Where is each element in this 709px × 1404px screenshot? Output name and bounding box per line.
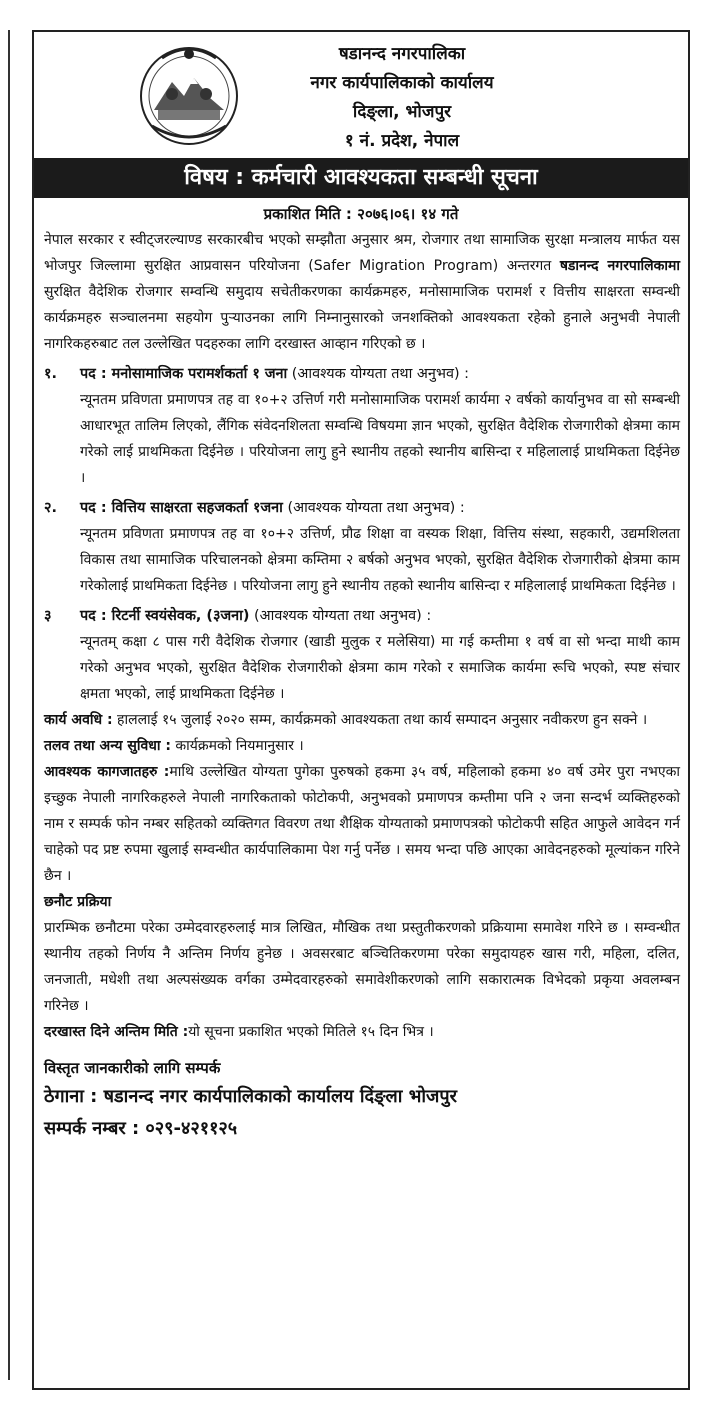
deadline [44, 1019, 680, 1045]
work-period-label: कार्य अवधि : [44, 712, 113, 728]
post-description: न्यूनतम प्रविणता प्रमाणपत्र तह वा १०+२ उत्तिर्ण, प्रौढ शिक्षा वा वस्यक शिक्षा, वित्तिय संस्था, सहकारी, उद्यमशिलता विकास तथा सामाजिक परिचालनको क्षेत्रमा कम्तिमा २ बर्षको अनुभव भएको, सुरक्षित वैदेशिक रोजगारीको क्षेत्रमा काम गरेकोलाई प्राथमिकता दिईनेछ । परियोजना लागु हुने स्थानीय तहको स्थानीय बासिन्दा र महिलालाई प्राथमिकता दिईनेछ । [80, 526, 680, 594]
notice-body [44, 227, 680, 1145]
documents-text: माथि उल्लेखित योग्यता पुगेका पुरुषको हकमा ३५ वर्ष, महिलाको हकमा ४० वर्ष उमेर पुरा नभएका इच्छुक नेपाली नागरिकहरुले नेपाली नागरिकताको फोटोकपी, अनुभवको प्रमाणपत्र कम्तीमा पनि २ जना सन्दर्भ व्यक्तिहरुको नाम र सम्पर्क फोन नम्बर सहितको व्यक्तिगत विवरण तथा शैक्षिक योग्यताको प्रमाणपत्रको फोटोकपी सहित आफुले आवेदन गर्न चाहेको पद प्रष्ट रुपमा खुलाई सम्वन्धीत कार्यपालिकामा पेश गर्नु पर्नेछ । समय भन्दा पछि आएका आवेदनहरुको मूल्यांकन गरिने छैन । [44, 764, 680, 884]
salary-text: कार्यक्रमको नियमानुसार । [170, 738, 304, 754]
selection-heading: छनौट प्रक्रिया [44, 894, 112, 910]
post-description: न्यूनतम् कक्षा ८ पास गरी वैदेशिक रोजगार (खाडी मुलुक र मलेसिया) मा गई कम्तीमा १ वर्ष वा सो भन्दा माथी काम गरेको अनुभव भएको, सुरक्षित वैदेशिक रोजगारीको क्षेत्रमा काम गरेको र समाजिक कार्यमा रूचि भएको, स्पष्ट संचार क्षमता भएको, लाई प्राथमिकता दिईनेछ । [80, 634, 680, 702]
intro-bold-text: षडानन्द नगरपालिकामा [559, 258, 680, 274]
post-qualification-label: (आवश्यक योग्यता तथा अनुभव) : [282, 500, 465, 516]
left-page-edge [0, 0, 16, 1404]
post-qualification-label: (आवश्यक योग्यता तथा अनुभव) : [249, 608, 432, 624]
post-qualification-label: (आवश्यक योग्यता तथा अनुभव) : [287, 366, 470, 382]
selection-text: प्रारम्भिक छनौटमा परेका उम्मेदवारहरुलाई मात्र लिखित, मौखिक तथा प्रस्तुतीकरणको प्रक्रियामा समावेश गरिने छ । सम्वन्धीत स्थानीय तहको निर्णय नै अन्तिम निर्णय हुनेछ । अवसरबाट बञ्चितिकरणमा परेका समुदायहरु खास गरी, महिला, दलित, जनजाती, मधेशी तथा अल्पसंख्यक वर्गका उम्मेदवारहरुको समावेशीकरणको लागि सकारात्मक विभेदको प्रकृया अवलम्बन गरिनेछ । [44, 920, 680, 1014]
post-title: पद : मनोसामाजिक परामर्शकर्ता १ जना [80, 366, 288, 382]
post-description: न्यूनतम प्रविणता प्रमाणपत्र तह वा १०+२ उत्तिर्ण गरी मनोसामाजिक परामर्श कार्यमा २ वर्षको कार्यानुभव वा सो सम्बन्धी आधारभूत तालिम लिएको, लैंगिक संवेदनशिलता सम्वन्धि विषयमा ज्ञान भएको, सुरक्षित वैदेशिक रोजगारीको क्षेत्रमा काम गरेको लाई प्राथमिकता दिईनेछ । परियोजना लागु हुने स्थानीय तहको स्थानीय बासिन्दा र महिलालाई प्राथमिकता दिईनेछ । [80, 392, 680, 486]
office-name: नगर कार्यपालिकाको कार्यालय [310, 73, 494, 93]
contact-block [44, 1055, 680, 1145]
municipality-name: षडानन्द नगरपालिका [338, 44, 466, 64]
post-number: ३ [44, 608, 52, 624]
deadline-text: यो सूचना प्रकाशित भएको मितिले १५ दिन भित्र । [188, 1024, 434, 1040]
intro-text-1: नेपाल सरकार र स्वीट्जरल्याण्ड सरकारबीच भएको सम्झौता अनुसार श्रम, रोजगार तथा सामाजिक सुरक्षा मन्त्रालय मार्फत यस भोजपुर जिल्लामा सुरक्षित आप्रवासन परियोजना (Safer Migration Program) अन्तरगत [44, 232, 680, 274]
contact-address: ठेगाना : षडानन्द नगर कार्यपालिकाको कार्यालय दिंङ्ला भोजपुर [44, 1086, 457, 1107]
salary [44, 733, 680, 759]
contact-phone: सम्पर्क नम्बर : ०२९-४२११२५ [44, 1118, 238, 1139]
intro-paragraph [44, 227, 680, 357]
post-item [44, 495, 680, 599]
documents-label: आवश्यक कागजातहरु : [44, 764, 170, 780]
work-period [44, 707, 680, 733]
post-title: पद : वित्तिय साक्षरता सहजकर्ता १जना [80, 500, 283, 516]
intro-text-2: सुरक्षित वैदेशिक रोजगार सम्वन्धि समुदाय सचेतीकरणका कार्यक्रमहरु, मनोसामाजिक परामर्श र वित्तीय साक्षरता सम्वन्धी कार्यक्रमहरु सञ्चालनमा सहयोग पुऱ्याउनका लागि निम्नानुसारको जनशक्तिको आवश्यकता रहेको हुनाले अनुभवी नेपाली नागरिकहरुबाट तल उल्लेखित पदहरुका लागि दरखास्त आव्हान गरिएको छ । [44, 284, 680, 352]
post-item [44, 603, 680, 707]
post-number: २. [44, 500, 57, 516]
work-period-text: हाललाई १५ जुलाई २०२० सम्म, कार्यक्रमको आवश्यकता तथा कार्य सम्पादन अनुसार नवीकरण हुन सक्ने । [112, 712, 648, 728]
post-item [44, 361, 680, 491]
post-title: पद : रिटर्नी स्वयंसेवक, (३जना) [80, 608, 250, 624]
contact-heading: विस्तृत जानकारीको लागि सम्पर्क [44, 1059, 221, 1077]
post-number: १. [44, 366, 57, 382]
published-date: प्रकाशित मिति : २०७६।०६। १४ गते [263, 205, 459, 223]
salary-label: तलव तथा अन्य सुविधा : [44, 738, 171, 754]
province: १ नं. प्रदेश, नेपाल [344, 131, 460, 151]
notice-frame [32, 30, 690, 1390]
deadline-label: दरखास्त दिने अन्तिम मिति : [44, 1024, 189, 1040]
office-location: दिङ्ला, भोजपुर [352, 102, 452, 122]
letterhead [34, 32, 688, 160]
notice-subject: विषय : कर्मचारी आवश्यकता सम्बन्धी सूचना [34, 158, 688, 198]
required-documents [44, 759, 680, 889]
